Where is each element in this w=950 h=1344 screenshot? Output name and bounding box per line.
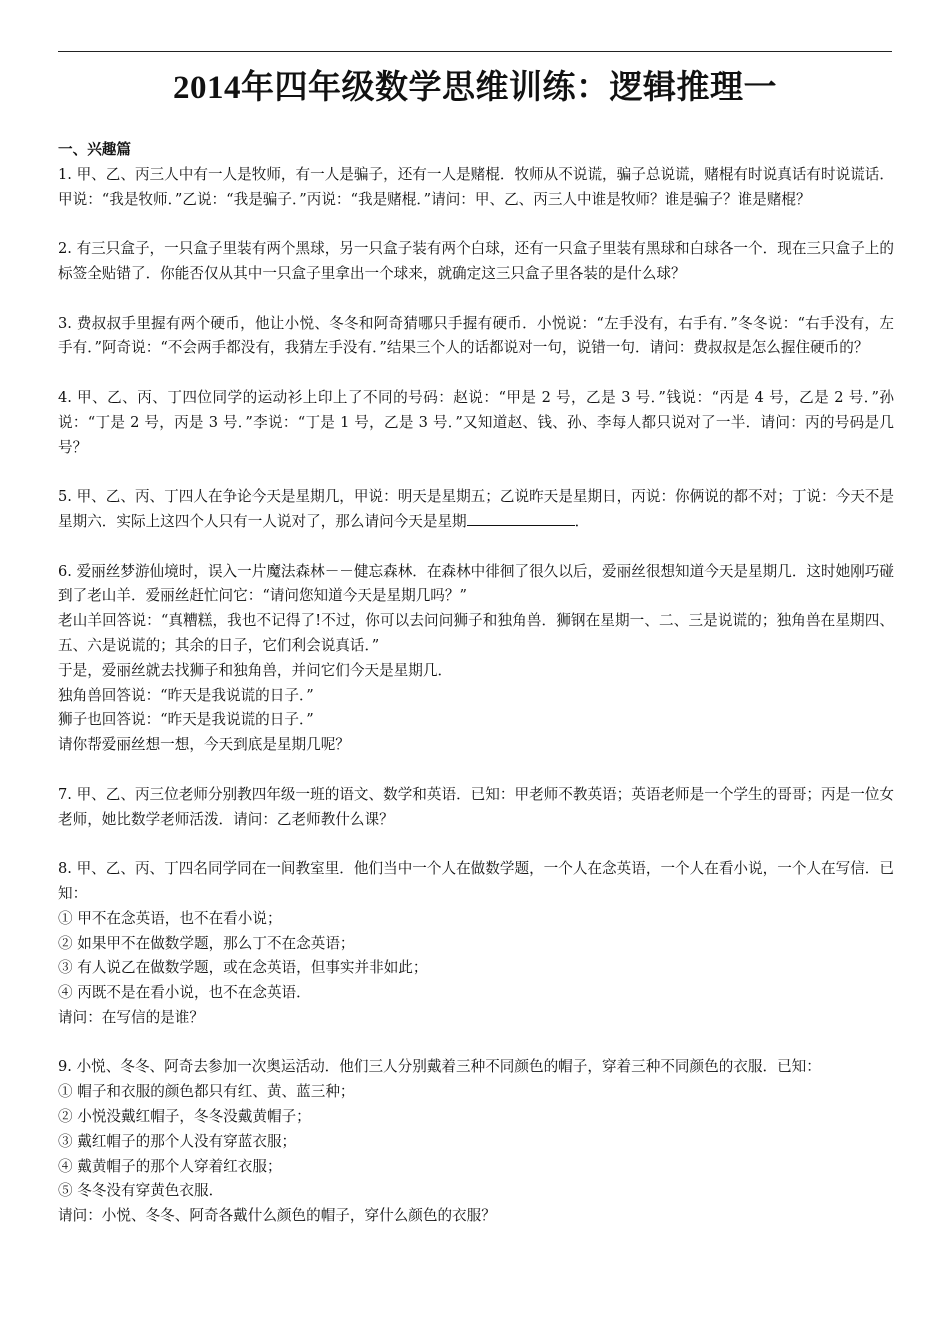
question-text: 2. 有三只盒子，一只盒子里装有两个黑球，另一只盒子装有两个白球，还有一只盒子里装有黑球和白球各一个．现在三只盒子上的标签全贴错了．你能否仅从其中一只盒子里拿出一个球来，就确定这三只盒子里各装的是什么球？ [58,240,894,282]
question-3 [58,312,894,362]
question-line: 6. 爱丽丝梦游仙境时，误入一片魔法森林－－健忘森林．在森林中徘徊了很久以后，爱丽丝很想知道今天是星期几．这时她刚巧碰到了老山羊．爱丽丝赶忙问它：“请问您知道今天是星期几吗？” [58,562,894,605]
page-title: 2014年四年级数学思维训练：逻辑推理一 [173,70,777,106]
question-line: 8. 甲、乙、丙、丁四名同学同在一间教室里．他们当中一个人在做数学题，一个人在念英语，一个人在看小说，一个人在写信．已知： [58,860,894,902]
question-text: 4. 甲、乙、丙、丁四位同学的运动衫上印上了不同的号码：赵说：“甲是 2 号，乙是 3 号．”钱说：“丙是 4 号，乙是 2 号．”孙说：“丁是 2 号，丙是 3 号．”李说：“丁是 1 号，乙是 3 号．”又知道赵、钱、孙、李每人都只说对了一半．请问：丙的号码是几号？ [58,388,894,456]
question-line: 请你帮爱丽丝想一想，今天到底是星期几呢？ [58,736,350,754]
question-7 [58,783,894,833]
condition-item: ④ 戴黄帽子的那个人穿着红衣服； [58,1157,282,1175]
condition-item: ③ 有人说乙在做数学题，或在念英语，但事实并非如此； [58,959,428,977]
question-6 [58,560,894,758]
question-line: 独角兽回答说：“昨天是我说谎的日子．” [58,686,314,704]
condition-item: ③ 戴红帽子的那个人没有穿蓝衣服； [58,1132,297,1150]
top-rule [58,51,892,52]
condition-item: ② 小悦没戴红帽子，冬冬没戴黄帽子； [58,1108,311,1126]
question-8 [58,857,894,1031]
section-heading: 一、兴趣篇 [58,141,131,158]
question-line: 老山羊回答说：“真糟糕，我也不记得了!不过，你可以去问问狮子和独角兽．狮钢在星期一、二、三是说谎的；独角兽在星期四、五、六是说谎的；其余的日子，它们利会说真话．” [58,612,894,654]
question-9 [58,1055,894,1229]
answer-blank [467,510,575,526]
question-line: 狮子也回答说：“昨天是我说谎的日子．” [58,711,314,729]
question-text-main: 5. 甲、乙、丙、丁四人在争论今天是星期几，甲说：明天是星期五；乙说昨天是星期日，丙说：你俩说的都不对；丁说：今天不是星期六．实际上这四个人只有一人说对了，那么请问今天是星期 [58,488,894,530]
question-text-suffix: ． [574,512,590,530]
question-text: 3. 费叔叔手里握有两个硬币，他让小悦、冬冬和阿奇猜哪只手握有硬币．小悦说：“左手没有，右手有．”冬冬说：“右手没有，左手有．”阿奇说：“不会两手都没有，我猜左手没有．”结果三个人的话都说对一句，说错一句．请问：费叔叔是怎么握住硬币的？ [58,314,894,357]
condition-item: ④ 丙既不是在看小说，也不在念英语． [58,984,311,1002]
question-line: 请问：小悦、冬冬、阿奇各戴什么颜色的帽子，穿什么颜色的衣服？ [58,1207,496,1225]
question-line: 9. 小悦、冬冬、阿奇去参加一次奥运活动．他们三人分别戴着三种不同颜色的帽子，穿着三种不同颜色的衣服．已知： [58,1058,821,1076]
condition-item: ① 甲不在念英语，也不在看小说； [58,909,282,927]
question-1 [58,163,894,213]
question-4 [58,386,894,460]
question-text: 7. 甲、乙、丙三位老师分别教四年级一班的语文、数学和英语．已知：甲老师不教英语；英语老师是一个学生的哥哥；丙是一位女老师，她比数学老师活泼．请问：乙老师教什么课？ [58,785,894,828]
question-2 [58,237,894,287]
question-line: 于是，爱丽丝就去找狮子和独角兽，并问它们今天是星期几． [58,661,453,679]
document-body [58,138,894,1254]
question-text [58,485,894,535]
condition-item: ⑤ 冬冬没有穿黄色衣服． [58,1182,224,1200]
question-line: 请问：在写信的是谁？ [58,1008,204,1026]
condition-item: ① 帽子和衣服的颜色都只有红、黄、蓝三种； [58,1083,355,1101]
condition-item: ② 如果甲不在做数学题，那么丁不在念英语； [58,934,355,952]
question-text: 1. 甲、乙、丙三人中有一人是牧师，有一人是骗子，还有一人是赌棍．牧师从不说谎，骗子总说谎，赌棍有时说真话有时说谎话．甲说：“我是牧师．”乙说：“我是骗子．”丙说：“我是赌棍．”请问：甲、乙、丙三人中谁是牧师？谁是骗子？谁是赌棍？ [58,165,894,208]
question-5 [58,485,894,535]
